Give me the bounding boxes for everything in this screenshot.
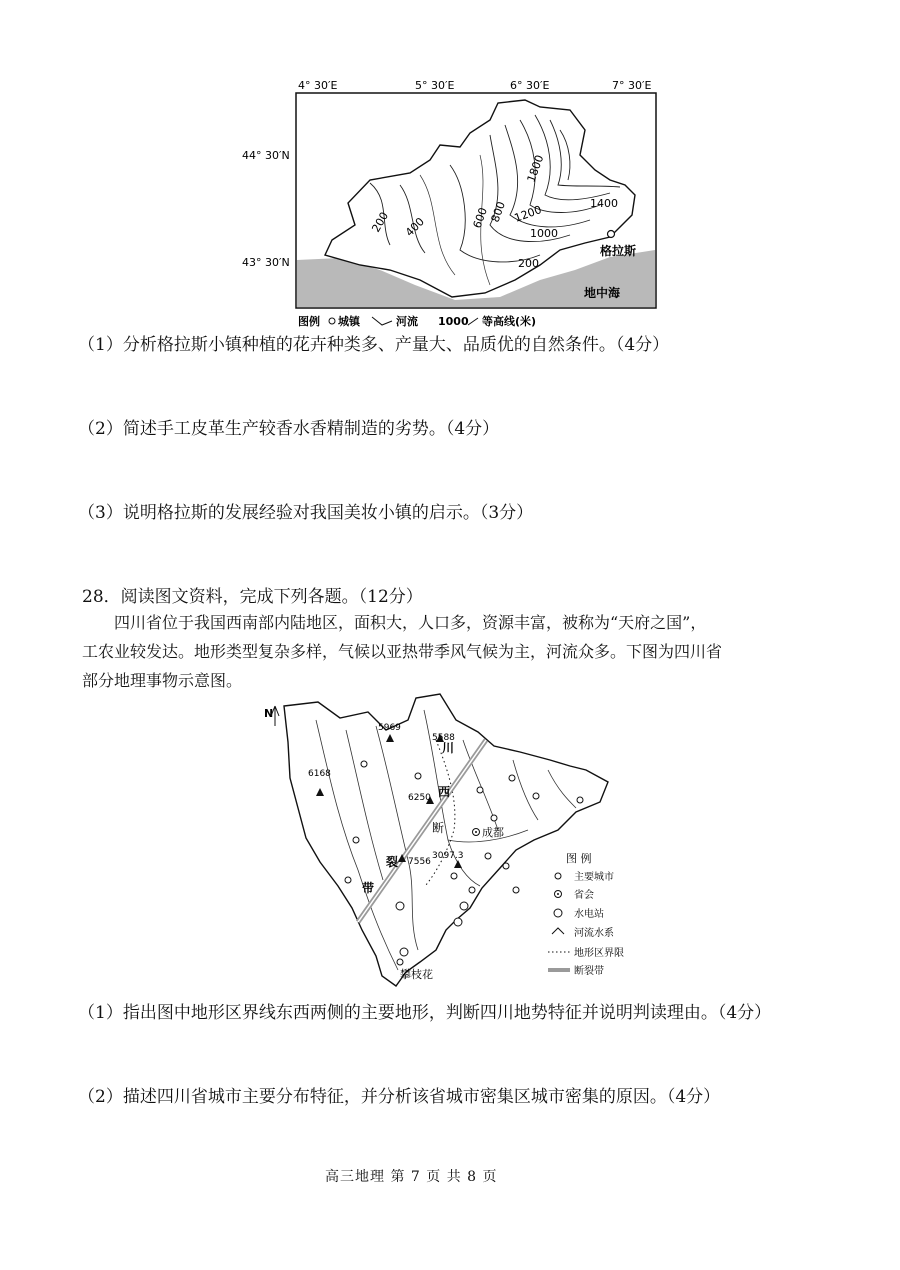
legend-river-symbol (372, 317, 392, 325)
lon-label: 7° 30′E (612, 79, 652, 92)
page-footer: 高三地理 第 7 页 共 8 页 (325, 1169, 498, 1185)
fault-char: 裂 (386, 855, 399, 869)
city-marker (451, 873, 457, 879)
legend-title: 图例 (298, 315, 320, 328)
legend-item: 地形区界限 (574, 948, 624, 959)
legend-title: 图 例 (566, 852, 592, 865)
question-28-heading: 28．阅读图文资料，完成下列各题。（12分） (82, 587, 423, 607)
contour-label: 400 (402, 215, 427, 240)
legend-item: 断裂带 (574, 966, 604, 977)
map2-legend (548, 851, 624, 977)
peak-elevation: 5969 (378, 723, 401, 733)
town-label: 格拉斯 (600, 244, 637, 258)
legend-river-symbol (552, 928, 564, 934)
legend-contour: 等高线(米) (482, 315, 537, 328)
peak-elevation: 5588 (432, 733, 455, 743)
lat-label: 44° 30′N (242, 149, 290, 162)
hydro-icon (460, 902, 468, 910)
question-27-1: （1）分析格拉斯小镇种植的花卉种类多、产量大、品质优的自然条件。（4分） (78, 335, 670, 355)
north-arrow (264, 706, 279, 726)
contour-label: 600 (470, 205, 491, 231)
city-marker (397, 959, 403, 965)
legend-item: 水电站 (574, 909, 604, 920)
fault-char: 带 (362, 881, 375, 895)
contour-label: 1000 (530, 227, 558, 240)
legend-hydro-symbol (554, 909, 562, 917)
hydro-icon (396, 902, 404, 910)
question-28-intro-line: 四川省位于我国西南部内陆地区，面积大，人口多，资源丰富，被称为“天府之国”， (114, 613, 707, 632)
fault-char: 断 (432, 821, 445, 835)
peak-elevation: 7556 (408, 857, 431, 867)
legend-town: 城镇 (338, 315, 360, 328)
contour-label: 1800 (524, 153, 547, 185)
lon-label: 6° 30′E (510, 79, 550, 92)
legend-contour-symbol (468, 318, 478, 325)
legend-river: 河流 (396, 315, 418, 328)
question-28-intro-line: 部分地理事物示意图。 (82, 671, 243, 690)
legend-item: 主要城市 (574, 872, 614, 883)
lon-label: 4° 30′E (298, 79, 338, 92)
sichuan-map (258, 690, 658, 995)
city-marker (509, 775, 515, 781)
city-label: 攀枝花 (400, 968, 433, 981)
sea-label: 地中海 (584, 286, 621, 300)
contour-label: 800 (488, 199, 509, 225)
contour-label: 200 (369, 209, 392, 235)
legend-town-symbol (329, 318, 335, 324)
question-28-intro-line: 工农业较发达。地形类型复杂多样，气候以亚热带季风气候为主，河流众多。下图为四川省 (82, 642, 723, 661)
question-28-1: （1）指出图中地形区界线东西两侧的主要地形，判断四川地势特征并说明判读理由。（4分） (78, 1003, 772, 1023)
city-marker (415, 773, 421, 779)
contour-label: 200 (518, 257, 539, 270)
city-marker (577, 797, 583, 803)
question-27-2: （2）简述手工皮革生产较香水香精制造的劣势。（4分） (78, 419, 500, 439)
city-marker (345, 877, 351, 883)
legend-contour-value: 1000 (438, 315, 469, 328)
map1-legend (298, 314, 536, 328)
contour-label: 1200 (512, 203, 544, 225)
capital-dot (475, 831, 477, 833)
peak-elevation: 6250 (408, 793, 431, 803)
north-label: N (264, 707, 274, 720)
city-marker (513, 887, 519, 893)
grasse-map (240, 75, 680, 340)
legend-item: 河流水系 (574, 928, 614, 939)
lat-label: 43° 30′N (242, 256, 290, 269)
city-marker (361, 761, 367, 767)
town-marker (608, 231, 615, 238)
city-marker (485, 853, 491, 859)
city-marker (533, 793, 539, 799)
question-27-3: （3）说明格拉斯的发展经验对我国美妆小镇的启示。（3分） (78, 503, 534, 523)
lon-label: 5° 30′E (415, 79, 455, 92)
city-marker (353, 837, 359, 843)
city-marker (491, 815, 497, 821)
fault-char: 西 (438, 785, 451, 799)
peak-elevation: 3097.3 (432, 851, 464, 861)
hydro-icon (454, 918, 462, 926)
legend-city-symbol (555, 873, 561, 879)
fault-char: 川 (442, 741, 455, 755)
capital-label: 成都 (482, 826, 504, 839)
city-marker (469, 887, 475, 893)
question-28-2: （2）描述四川省城市主要分布特征，并分析该省城市密集区城市密集的原因。（4分） (78, 1087, 721, 1107)
hydro-icon (400, 948, 408, 956)
city-marker (503, 863, 509, 869)
city-marker (477, 787, 483, 793)
legend-item: 省会 (574, 890, 594, 901)
contour-label: 1400 (590, 197, 618, 210)
peak-elevation: 6168 (308, 769, 331, 779)
